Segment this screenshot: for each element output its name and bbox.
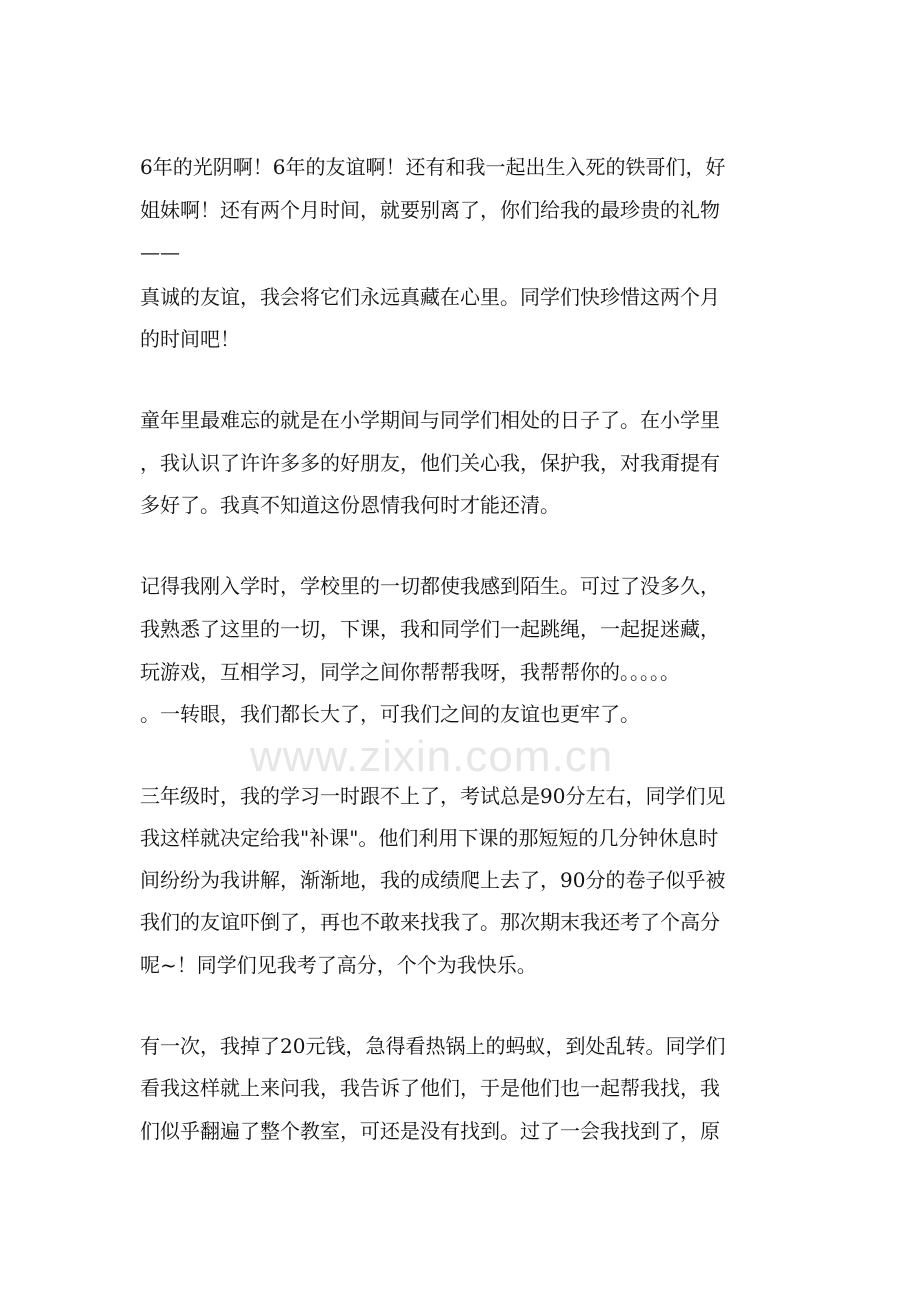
- text-line: 玩游戏，互相学习，同学之间你帮帮我呀，我帮帮你的。。。。。: [140, 660, 680, 684]
- text-line: 童年里最难忘的就是在小学期间与同学们相处的日子了。在小学里: [140, 408, 720, 432]
- text-line: 。一转眼，我们都长大了，可我们之间的友谊也更牢了。: [140, 702, 640, 726]
- text-line: 的时间吧！: [140, 327, 240, 351]
- text-line: 真诚的友谊，我会将它们永远真藏在心里。同学们快珍惜这两个月: [140, 285, 720, 309]
- watermark: www.zixin.com.cn: [250, 732, 614, 781]
- text-line: 我熟悉了这里的一切，下课，我和同学们一起跳绳，一起捉迷藏，: [140, 617, 720, 641]
- text-line: 看我这样就上来问我，我告诉了他们，于是他们也一起帮我找，我: [140, 1076, 720, 1100]
- text-line: 有一次，我掉了20元钱，急得看热锅上的蚂蚁，到处乱转。同学们: [140, 1034, 726, 1058]
- text-line: 记得我刚入学时，学校里的一切都使我感到陌生。可过了没多久，: [140, 574, 720, 598]
- text-line: 三年级时，我的学习一时跟不上了，考试总是90分左右，同学们见: [140, 784, 726, 808]
- text-line: 呢~！同学们见我考了高分，个个为我快乐。: [140, 953, 537, 977]
- text-line: ，我认识了许许多多的好朋友，他们关心我，保护我，对我甭提有: [140, 451, 720, 475]
- text-line: 6年的光阴啊！6年的友谊啊！还有和我一起出生入死的铁哥们，好: [140, 155, 726, 179]
- text-line: ——: [140, 240, 180, 264]
- text-line: 姐妹啊！还有两个月时间，就要别离了，你们给我的最珍贵的礼物: [140, 198, 720, 222]
- text-line: 我这样就决定给我"补课"。他们利用下课的那短短的几分钟休息时: [140, 826, 719, 850]
- text-line: 们似乎翻遍了整个教室，可还是没有找到。过了一会我找到了，原: [140, 1119, 720, 1143]
- text-line: 多好了。我真不知道这份恩情我何时才能还清。: [140, 493, 560, 517]
- text-line: 我们的友谊吓倒了，再也不敢来找我了。那次期末我还考了个高分: [140, 910, 720, 934]
- text-line: 间纷纷为我讲解，渐渐地，我的成绩爬上去了，90分的卷子似乎被: [140, 868, 726, 892]
